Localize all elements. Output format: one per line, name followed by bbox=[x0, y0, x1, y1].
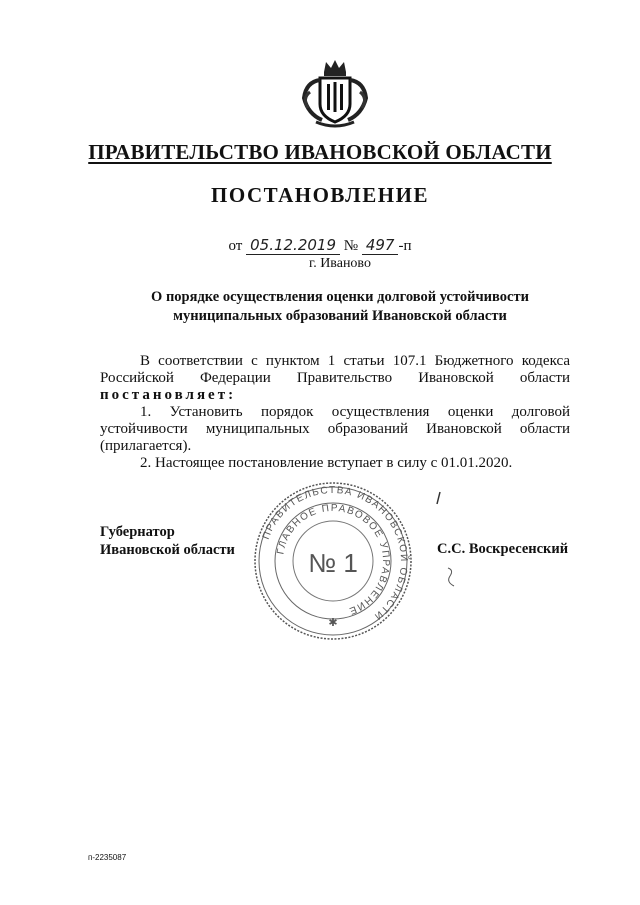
handwritten-signature bbox=[428, 490, 468, 590]
document-body bbox=[100, 353, 570, 472]
document-number: 497 bbox=[362, 236, 399, 255]
signatory-name: С.С. Воскресенский bbox=[437, 541, 569, 557]
decree-word: постановляет: bbox=[100, 387, 237, 403]
body-line: 2. Настоящее постановление вступает в силу с 01.01.2020. bbox=[140, 455, 513, 471]
position-line: Ивановской области bbox=[100, 542, 235, 558]
stamp-outer-text: ПРАВИТЕЛЬСТВА ИВАНОВСКОЙ ОБЛАСТИ bbox=[260, 484, 410, 623]
signatory-position bbox=[100, 523, 235, 559]
position-line: Губернатор bbox=[100, 524, 175, 540]
document-type: ПОСТАНОВЛЕНИЕ bbox=[211, 183, 429, 207]
stamp-number: № 1 bbox=[308, 548, 358, 578]
number-suffix: -п bbox=[398, 238, 412, 254]
document-subject bbox=[100, 288, 580, 326]
footer-code: п-2235087 bbox=[88, 853, 127, 862]
dateline bbox=[0, 236, 640, 255]
body-line: устойчивости муниципальных образований Ивановской области bbox=[100, 421, 570, 437]
organization-title: ПРАВИТЕЛЬСТВО ИВАНОВСКОЙ ОБЛАСТИ bbox=[88, 140, 552, 164]
number-sign: № bbox=[343, 238, 359, 254]
official-stamp bbox=[252, 480, 414, 642]
body-line: В соответствии с пунктом 1 статьи 107.1 Бюджетного кодекса bbox=[140, 353, 570, 369]
body-line: 1. Установить порядок осуществления оценки долговой bbox=[140, 404, 570, 420]
document-date: 05.12.2019 bbox=[246, 236, 340, 255]
dateline-prefix: от bbox=[228, 238, 243, 254]
subject-line: муниципальных образований Ивановской области bbox=[173, 308, 507, 324]
stamp-inner-text: ГЛАВНОЕ ПРАВОВОЕ УПРАВЛЕНИЕ bbox=[275, 502, 392, 617]
coat-of-arms-icon bbox=[296, 58, 374, 128]
city: г. Иваново bbox=[309, 256, 371, 271]
body-line: Российской Федерации Правительство Ивановской области bbox=[100, 370, 570, 386]
stamp-star-icon: ✱ bbox=[328, 617, 338, 629]
body-line: (прилагается). bbox=[100, 438, 192, 454]
subject-line: О порядке осуществления оценки долговой устойчивости bbox=[151, 289, 529, 305]
